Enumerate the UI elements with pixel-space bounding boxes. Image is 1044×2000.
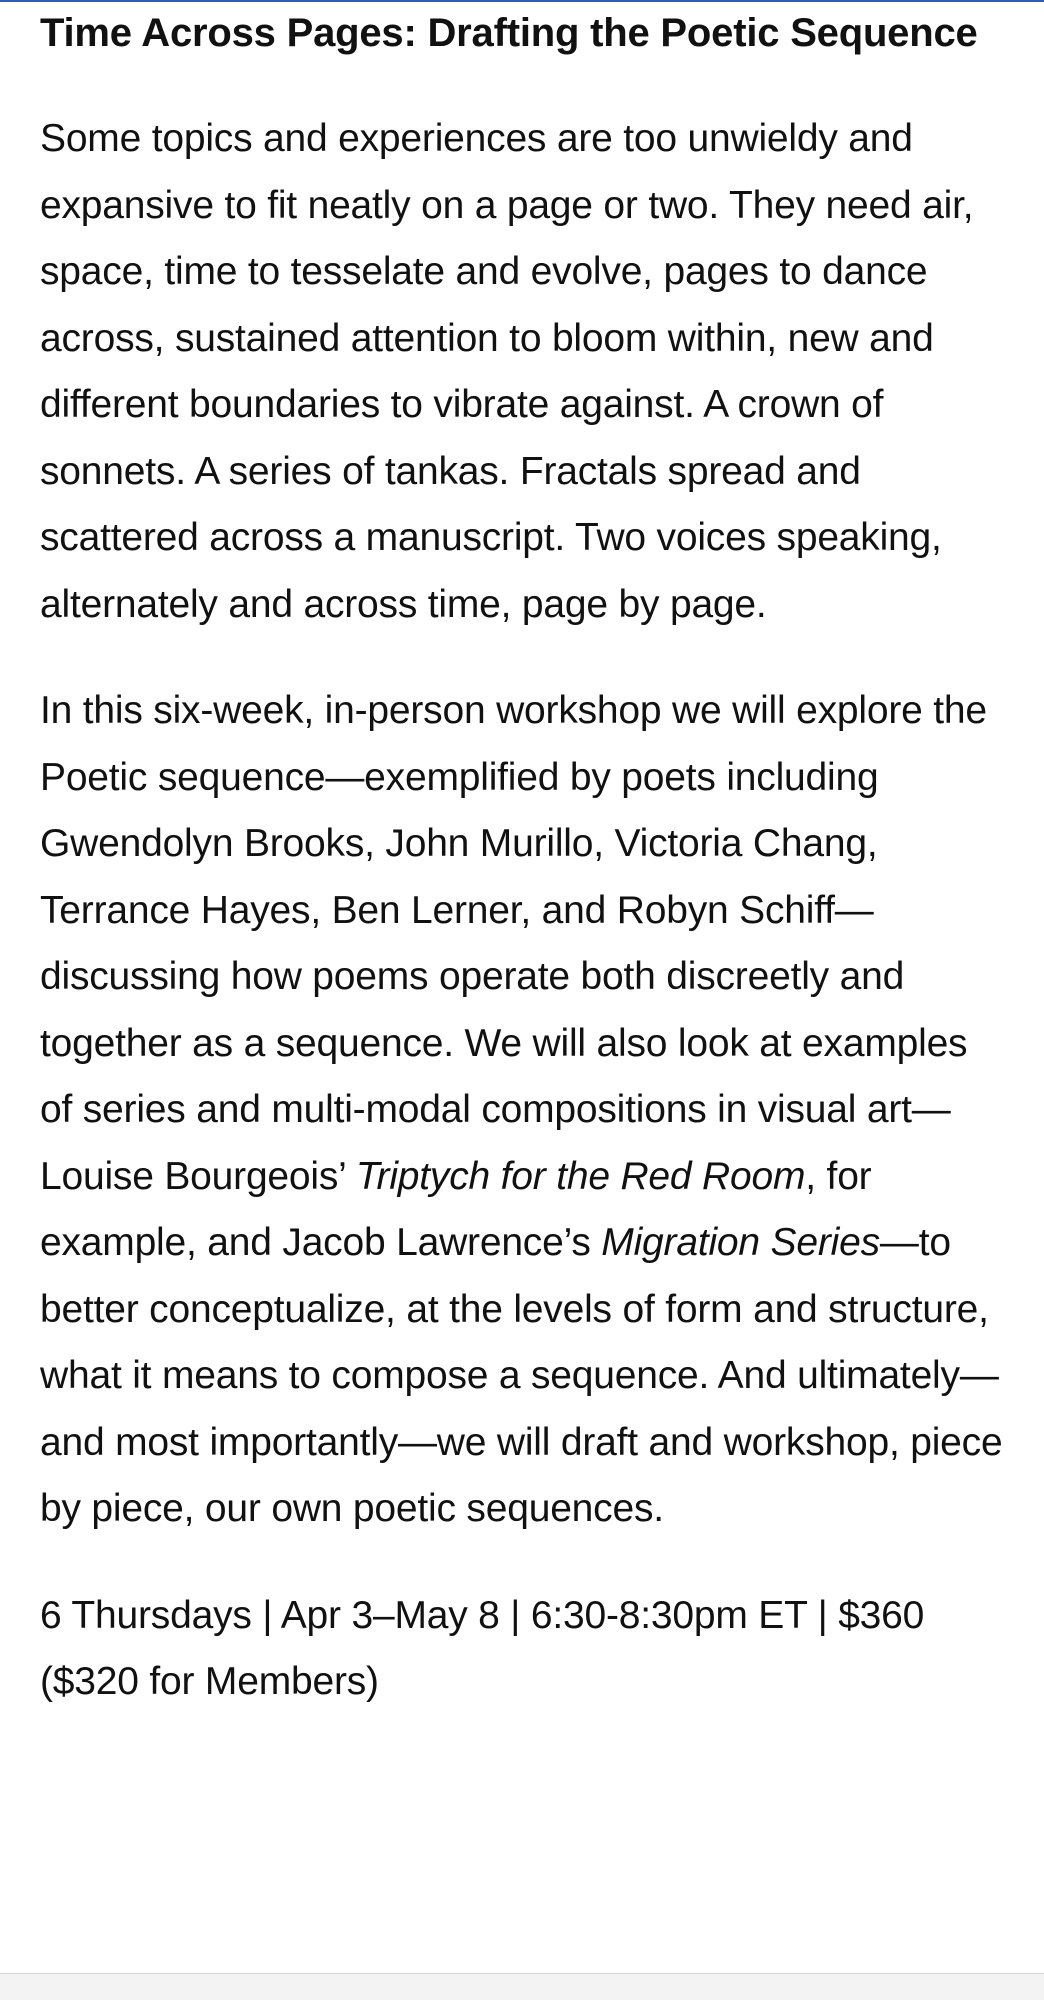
page-title: Time Across Pages: Drafting the Poetic Sequence (40, 11, 978, 55)
bottom-bar (0, 1973, 1044, 2000)
schedule-and-price: 6 Thursdays | Apr 3–May 8 | 6:30-8:30pm ET | $360 ($320 for Members) (40, 1593, 925, 1703)
artwork-title-migration-series: Migration Series (601, 1221, 880, 1264)
workshop-description (40, 0, 1010, 1716)
intro-paragraph: Some topics and experiences are too unwieldy and expansive to fit neatly on a page or two. They need air, space, time to tesselate and evolve, pages to dance across, sustained attention to bloom within, new and different boundaries to vibrate against. A crown of sonnets. A series of tankas. Fractals spread and scattered across a manuscript. Two voices speaking, alternately and across time, page by page. (40, 117, 974, 626)
description-text-1: In this six-week, in-person workshop we will explore the Poetic sequence—exemplified by poets including Gwendolyn Brooks, John Murillo, Victoria Chang, Terrance Hayes, Ben Lerner, and Robyn Schiff—discussing how poems operate both discreetly and together as a sequence. We will also look at examples of series and multi-modal compositions in visual art—Louise Bourgeois’ (40, 689, 987, 1198)
description-paragraph (40, 678, 1010, 1543)
description-text-3: —to better conceptualize, at the levels of form and structure, what it means to compose a sequence. And ultimately—and most importantly—we will draft and workshop, piece by piece, our own poetic sequences. (40, 1221, 1003, 1530)
description-text-2: , for example, and Jacob Lawrence’s (40, 1154, 872, 1264)
artwork-title-triptych: Triptych for the Red Room (355, 1154, 806, 1198)
